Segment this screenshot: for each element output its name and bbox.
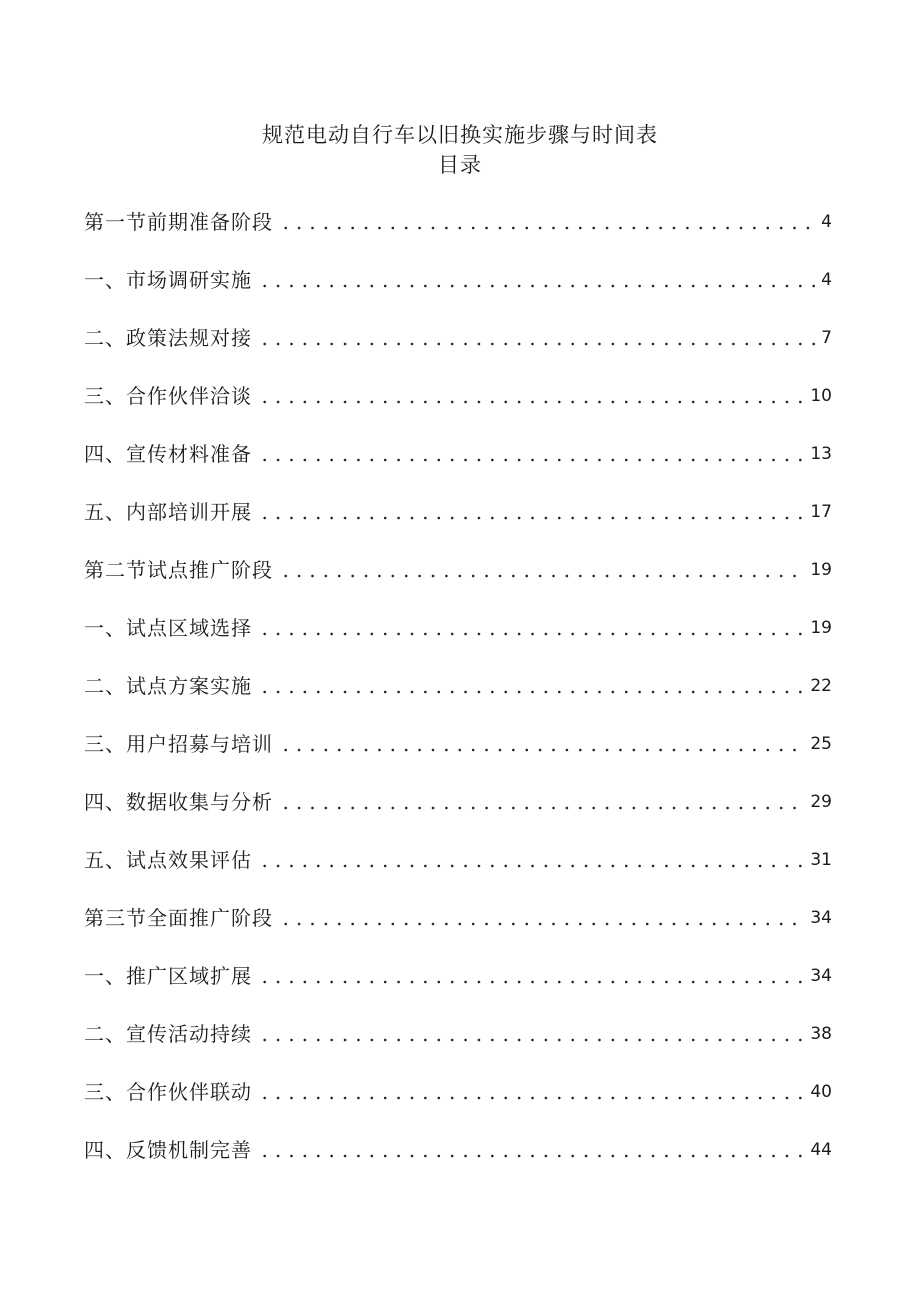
toc-entry-label: 一、试点区域选择 — [84, 616, 252, 640]
toc-heading: 目录 — [438, 153, 482, 177]
document-title: 规范电动自行车以旧换实施步骤与时间表 — [262, 123, 658, 147]
toc-leader-dots — [258, 342, 815, 346]
toc-entry-label: 二、政策法规对接 — [84, 326, 252, 350]
toc-leader-dots — [279, 806, 804, 810]
toc-entry-page: 22 — [810, 676, 832, 696]
toc-entry[interactable] — [84, 553, 832, 583]
toc-entry[interactable] — [84, 1133, 832, 1163]
toc-entry[interactable] — [84, 263, 832, 293]
toc-entry-page: 31 — [810, 850, 832, 870]
toc-entry-label: 第三节全面推广阶段 — [84, 906, 273, 930]
toc-leader-dots — [258, 1038, 804, 1042]
toc-entry-label: 三、合作伙伴联动 — [84, 1080, 252, 1104]
toc-entry[interactable] — [84, 205, 832, 235]
toc-entry-page: 19 — [810, 560, 832, 580]
toc-entry-page: 4 — [821, 270, 832, 290]
toc-entry-label: 四、数据收集与分析 — [84, 790, 273, 814]
toc-entry[interactable] — [84, 669, 832, 699]
toc-entry[interactable] — [84, 495, 832, 525]
toc-leader-dots — [279, 574, 804, 578]
toc-leader-dots — [258, 864, 804, 868]
toc-entry[interactable] — [84, 611, 832, 641]
toc-entry-label: 第二节试点推广阶段 — [84, 558, 273, 582]
toc-entry-label: 五、内部培训开展 — [84, 500, 252, 524]
toc-leader-dots — [258, 400, 804, 404]
toc-entry-page: 44 — [810, 1140, 832, 1160]
toc-entry-label: 一、市场调研实施 — [84, 268, 252, 292]
toc-leader-dots — [258, 632, 804, 636]
toc-entry[interactable] — [84, 901, 832, 931]
toc-entry[interactable] — [84, 1017, 832, 1047]
toc-entry[interactable] — [84, 727, 832, 757]
toc-entry-label: 三、用户招募与培训 — [84, 732, 273, 756]
toc-entry[interactable] — [84, 379, 832, 409]
toc-entry-page: 19 — [810, 618, 832, 638]
toc-entry-page: 10 — [810, 386, 832, 406]
toc-leader-dots — [258, 1096, 804, 1100]
toc-entry-page: 29 — [810, 792, 832, 812]
toc-entry-page: 40 — [810, 1082, 832, 1102]
toc-entry[interactable] — [84, 843, 832, 873]
toc-entry-page: 25 — [810, 734, 832, 754]
toc-leader-dots — [258, 690, 804, 694]
toc-leader-dots — [279, 226, 815, 230]
toc-leader-dots — [279, 922, 804, 926]
toc-entry-page: 38 — [810, 1024, 832, 1044]
toc-entry-label: 四、宣传材料准备 — [84, 442, 252, 466]
toc-entry-label: 五、试点效果评估 — [84, 848, 252, 872]
toc-entry[interactable] — [84, 785, 832, 815]
toc-entry-page: 7 — [821, 328, 832, 348]
toc-entry[interactable] — [84, 437, 832, 467]
toc-entry-label: 二、试点方案实施 — [84, 674, 252, 698]
toc-entry[interactable] — [84, 1075, 832, 1105]
toc-entry-label: 第一节前期准备阶段 — [84, 210, 273, 234]
toc-entry[interactable] — [84, 959, 832, 989]
toc-leader-dots — [258, 1154, 804, 1158]
toc-entry-page: 34 — [810, 908, 832, 928]
toc-leader-dots — [258, 980, 804, 984]
toc-entry-page: 13 — [810, 444, 832, 464]
toc-entry-label: 四、反馈机制完善 — [84, 1138, 252, 1162]
toc-entry-page: 17 — [810, 502, 832, 522]
toc-entry-label: 三、合作伙伴洽谈 — [84, 384, 252, 408]
toc-entry-page: 4 — [821, 212, 832, 232]
toc-leader-dots — [258, 516, 804, 520]
toc-entry-label: 一、推广区域扩展 — [84, 964, 252, 988]
toc-entry-label: 二、宣传活动持续 — [84, 1022, 252, 1046]
toc-entry-page: 34 — [810, 966, 832, 986]
toc-leader-dots — [258, 458, 804, 462]
toc-entry[interactable] — [84, 321, 832, 351]
toc-leader-dots — [279, 748, 804, 752]
toc-leader-dots — [258, 284, 815, 288]
